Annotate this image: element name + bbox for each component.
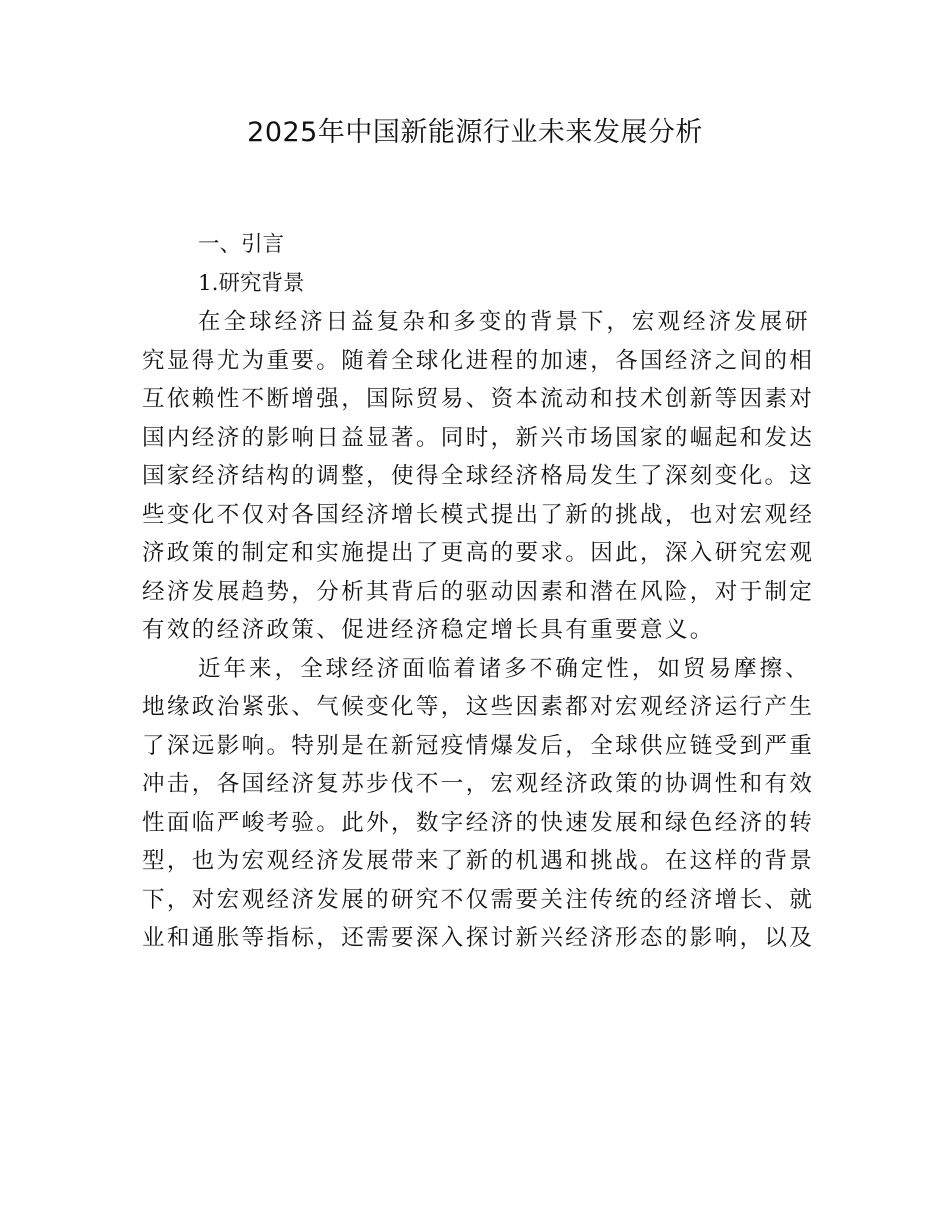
paragraph-1 <box>142 303 815 650</box>
paragraph-line: 近年来，全球经济面临着诸多不确定性，如贸易摩擦、 <box>198 655 810 682</box>
paragraph-line: 冲击，各国经济复苏步伐不一，宏观经济政策的协调性和有效 <box>142 771 815 797</box>
paragraph-line: 有效的经济政策、促进经济稳定增长具有重要意义。 <box>142 617 715 643</box>
paragraph-line: 互依赖性不断增强，国际贸易、资本流动和技术创新等因素对 <box>142 386 815 412</box>
paragraph-line: 究显得尤为重要。随着全球化进程的加速，各国经济之间的相 <box>142 347 815 374</box>
paragraph-line: 型，也为宏观经济发展带来了新的机遇和挑战。在这样的背景 <box>142 848 815 874</box>
paragraph-line: 在全球经济日益复杂和多变的背景下，宏观经济发展研 <box>198 309 810 335</box>
document-body <box>142 226 815 958</box>
paragraph-line: 性面临严峻考验。此外，数字经济的快速发展和绿色经济的转 <box>142 809 815 836</box>
subsection-heading-research-background: 1.研究背景 <box>198 270 305 296</box>
paragraph-line: 地缘政治紧张、气候变化等，这些因素都对宏观经济运行产生 <box>142 694 815 720</box>
paragraph-line: 经济发展趋势，分析其背后的驱动因素和潜在风险，对于制定 <box>142 578 815 605</box>
paragraph-line: 下，对宏观经济发展的研究不仅需要关注传统的经济增长、就 <box>142 886 815 913</box>
paragraph-line: 些变化不仅对各国经济增长模式提出了新的挑战，也对宏观经 <box>142 501 815 528</box>
paragraph-2 <box>142 650 815 958</box>
document-title: 2025年中国新能源行业未来发展分析 <box>247 117 703 148</box>
paragraph-line: 国内经济的影响日益显著。同时，新兴市场国家的崛起和发达 <box>142 424 815 451</box>
section-heading-introduction: 一、引言 <box>198 232 285 257</box>
paragraph-line: 业和通胀等指标，还需要深入探讨新兴经济形态的影响，以及 <box>142 925 815 951</box>
paragraph-line: 济政策的制定和实施提出了更高的要求。因此，深入研究宏观 <box>142 540 815 566</box>
paragraph-line: 了深远影响。特别是在新冠疫情爆发后，全球供应链受到严重 <box>142 732 815 759</box>
paragraph-line: 国家经济结构的调整，使得全球经济格局发生了深刻变化。这 <box>142 463 815 489</box>
